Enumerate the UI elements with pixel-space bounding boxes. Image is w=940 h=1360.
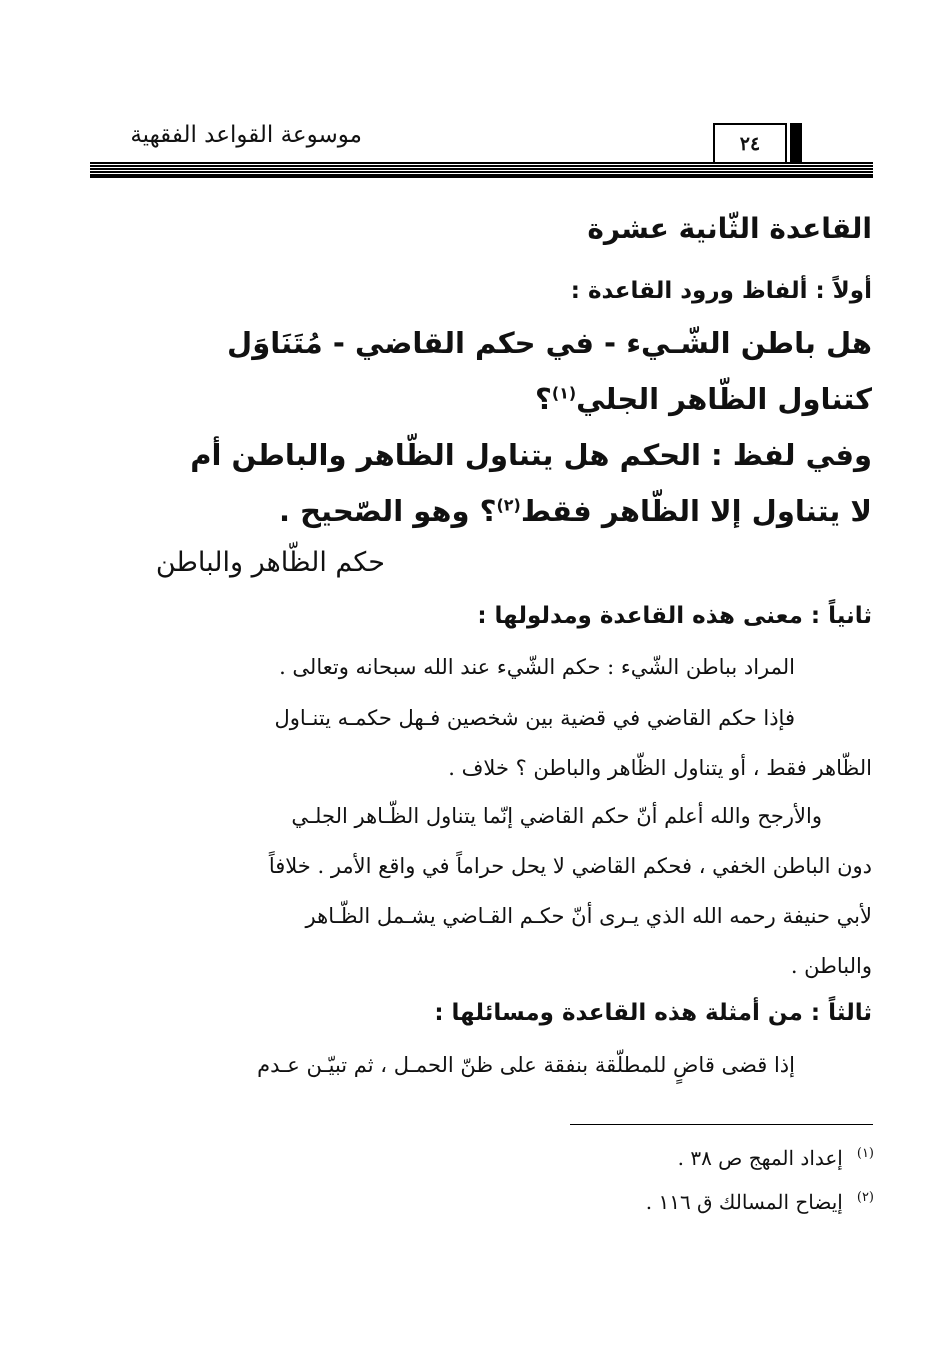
paragraph-2-line-2: الظّاهر فقط ، أو يتناول الظّاهر والباطن ؟ خلاف . [448,756,872,780]
footnote-separator [570,1124,873,1125]
paragraph-1: المراد بباطن الشّيء : حكم الشّيء عند الله سبحانه وتعالى . [279,655,795,679]
short-title: حكم الظّاهر والباطن [155,547,385,578]
footnote-text-2: إيضاح المسالك ق ١١٦ . [645,1190,843,1214]
page-number: ٢٤ [713,123,787,163]
section-heading-2: ثانياً : معنى هذه القاعدة ومدلولها : [477,603,872,629]
footnote-text-1: إعداد المهج ص ٣٨ . [677,1146,843,1170]
paragraph-3-line-3: لأبي حنيفة رحمه الله الذي يـرى أنّ حكـم القـاضي يشـمل الظّـاهر [305,904,872,928]
rule-formula-line-1: هل باطن الشّـيء - في حكم القاضي - مُتَنَاوَل [227,326,872,360]
header-rule-base [90,176,873,178]
variant-line-1: وفي لفظ : الحكم هل يتناول الظّاهر والباطن أم [190,438,872,472]
footnote-ref-1: (١) [551,383,577,403]
variant-end: ؟ وهو الصّحيح . [278,494,497,528]
footnote-marker-1: (١) [856,1146,874,1162]
rule-formula-line-2 [535,382,872,416]
paragraph-3-line-4: والباطن . [790,954,872,978]
header-corner-bar [790,123,802,165]
section-heading-1: أولاً : ألفاظ ورود القاعدة : [570,278,872,304]
header-rule [90,162,873,176]
footnote-1 [678,1146,874,1170]
rule-formula-end: ؟ [535,382,552,416]
footnote-ref-2: (٢) [496,495,521,515]
paragraph-3-line-1: والأرجح والله أعلم أنّ حكم القاضي إنّما يتناول الظّـاهر الجلـي [291,804,822,828]
paragraph-3-line-2: دون الباطن الخفي ، فحكم القاضي لا يحل حراماً في واقع الأمر . خلافاً [268,854,872,878]
running-title: موسوعة القواعد الفقهية [130,122,362,148]
section-heading-3: ثالثاً : من أمثلة هذه القاعدة ومسائلها : [434,1000,872,1026]
variant-line-2 [279,494,872,528]
paragraph-4-line-1: إذا قضى قاضٍ للمطلّقة بنفقة على ظنّ الحمـل ، ثم تبيّـن عـدم [257,1053,795,1077]
rule-formula-text: كتناول الظّاهر الجلي [576,382,872,416]
footnote-2 [646,1190,874,1214]
variant-text: لا يتناول إلا الظّاهر فقط [520,494,872,528]
footnote-marker-2: (٢) [856,1190,874,1206]
paragraph-2-line-1: فإذا حكم القاضي في قضية بين شخصين فـهل حكمـه يتنـاول [274,706,795,730]
rule-heading: القاعدة الثّانية عشرة [587,212,872,245]
